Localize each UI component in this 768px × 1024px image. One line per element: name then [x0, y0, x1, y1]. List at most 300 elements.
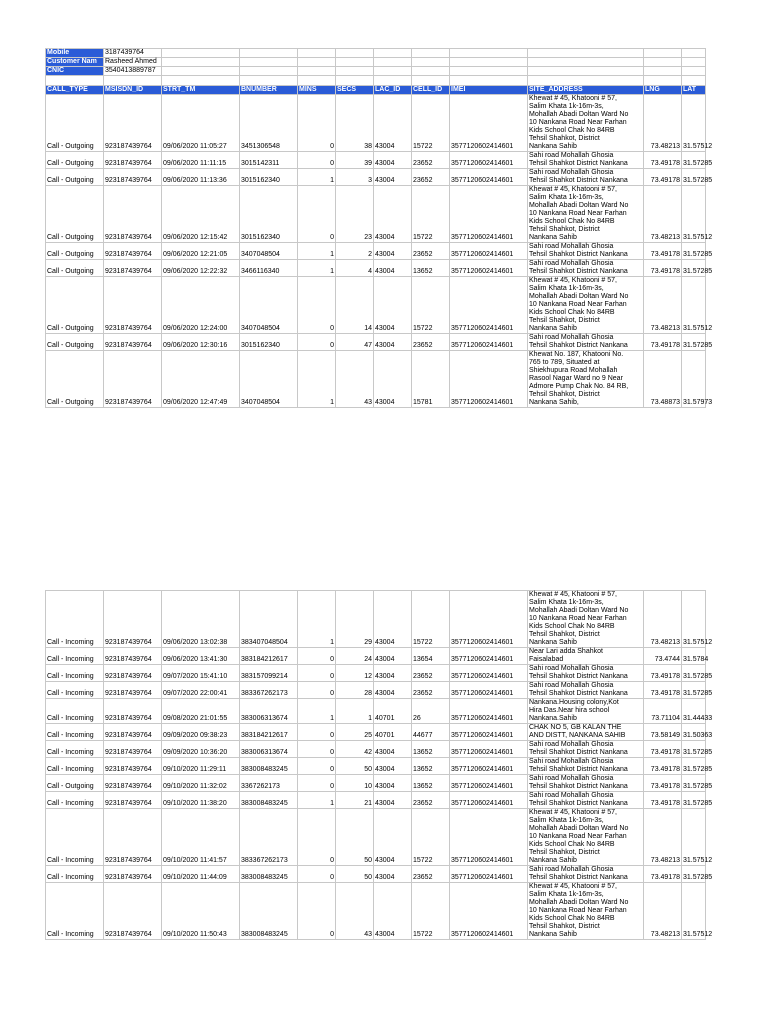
cell-latitude: 31.57285	[682, 334, 706, 351]
cell-mins: 1	[298, 699, 336, 724]
cell-longitude: 73.58149	[644, 724, 682, 741]
cell-lac-id: 43004	[374, 95, 412, 152]
cell-secs: 4	[336, 260, 374, 277]
cell-site-address: Near Lari adda Shahkot Faisalabad	[528, 648, 644, 665]
cell-start-time: 09/10/2020 11:41:57	[162, 809, 240, 866]
cell-msisdn-id: 923187439764	[104, 724, 162, 741]
cell-longitude: 73.49178	[644, 169, 682, 186]
cell-longitude: 73.49178	[644, 758, 682, 775]
cell-cell-id: 15722	[412, 809, 450, 866]
cell-b-number: 383184212617	[240, 724, 298, 741]
cell-secs: 23	[336, 186, 374, 243]
cell-latitude: 31.57285	[682, 260, 706, 277]
cell-start-time: 09/09/2020 10:36:20	[162, 741, 240, 758]
record-row	[46, 591, 706, 648]
cell-cell-id: 15722	[412, 186, 450, 243]
cell-secs: 42	[336, 741, 374, 758]
cell-call-type: Call - Outgoing	[46, 95, 104, 152]
cell-secs: 25	[336, 724, 374, 741]
cell-lac-id: 43004	[374, 186, 412, 243]
cell-imei: 3577120602414601	[450, 334, 528, 351]
cell-cell-id: 13652	[412, 758, 450, 775]
cell-msisdn-id: 923187439764	[104, 741, 162, 758]
cell-lac-id: 43004	[374, 682, 412, 699]
cell-site-address: Khewat # 45, Khatooni # 57, Salim Khata 1k-16m-3s, Mohallah Abadi Doltan Ward No 10 Nankana Road Near Farhan Kids School Chak No 84RB Tehsil Shahkot, District Nankana Sahib	[528, 186, 644, 243]
cell-site-address: CHAK NO 5, GB KALAN THE AND DISTT, NANKANA SAHIB	[528, 724, 644, 741]
cell-latitude: 31.57285	[682, 775, 706, 792]
cell-imei: 3577120602414601	[450, 792, 528, 809]
cell-msisdn-id: 923187439764	[104, 260, 162, 277]
cell-latitude: 31.5784	[682, 648, 706, 665]
col-header-lng: LNG	[644, 86, 682, 95]
cell-cell-id: 13652	[412, 260, 450, 277]
cell-site-address: Khewat # 45, Khatooni # 57, Salim Khata 1k-16m-3s, Mohallah Abadi Doltan Ward No 10 Nankana Road Near Farhan Kids School Chak No 84RB Tehsil Shahkot, District Nankana Sahib	[528, 809, 644, 866]
cell-b-number: 383008483245	[240, 866, 298, 883]
record-row	[46, 152, 706, 169]
cell-mins: 0	[298, 809, 336, 866]
cell-longitude: 73.48873	[644, 351, 682, 408]
cell-cell-id: 13654	[412, 648, 450, 665]
cell-imei: 3577120602414601	[450, 665, 528, 682]
cell-msisdn-id: 923187439764	[104, 682, 162, 699]
cell-call-type: Call - Outgoing	[46, 169, 104, 186]
cell-site-address: Sahi road Mohallah Ghosia Tehsil Shahkot District Nankana	[528, 665, 644, 682]
col-header-call-type: CALL_TYPE	[46, 86, 104, 95]
customer-name-label: Customer Nam	[46, 58, 104, 67]
cell-lac-id: 43004	[374, 152, 412, 169]
col-header-secs: SECS	[336, 86, 374, 95]
record-row	[46, 351, 706, 408]
cell-cell-id: 23652	[412, 169, 450, 186]
cell-msisdn-id: 923187439764	[104, 866, 162, 883]
cell-mins: 0	[298, 334, 336, 351]
cell-lac-id: 43004	[374, 775, 412, 792]
record-row	[46, 186, 706, 243]
cell-call-type: Call - Incoming	[46, 724, 104, 741]
cell-start-time: 09/06/2020 12:22:32	[162, 260, 240, 277]
record-row	[46, 260, 706, 277]
cell-longitude: 73.49178	[644, 260, 682, 277]
cell-b-number: 383367262173	[240, 809, 298, 866]
record-row	[46, 699, 706, 724]
call-records-table-page-2	[45, 590, 713, 940]
col-header-mins: MINS	[298, 86, 336, 95]
cell-cell-id: 15722	[412, 277, 450, 334]
cell-start-time: 09/10/2020 11:32:02	[162, 775, 240, 792]
cell-msisdn-id: 923187439764	[104, 883, 162, 940]
cell-longitude: 73.48213	[644, 883, 682, 940]
cell-start-time: 09/06/2020 12:24:00	[162, 277, 240, 334]
spacer-row	[46, 76, 706, 86]
cell-imei: 3577120602414601	[450, 724, 528, 741]
cell-msisdn-id: 923187439764	[104, 809, 162, 866]
record-row	[46, 665, 706, 682]
cell-start-time: 09/06/2020 12:47:49	[162, 351, 240, 408]
cell-cell-id: 23652	[412, 682, 450, 699]
cell-mins: 1	[298, 792, 336, 809]
col-header-imei: IMEI	[450, 86, 528, 95]
cell-secs: 12	[336, 665, 374, 682]
cell-msisdn-id: 923187439764	[104, 351, 162, 408]
cell-secs: 21	[336, 792, 374, 809]
cell-start-time: 09/06/2020 12:30:16	[162, 334, 240, 351]
cell-site-address: Khewat # 45, Khatooni # 57, Salim Khata 1k-16m-3s, Mohallah Abadi Doltan Ward No 10 Nankana Road Near Farhan Kids School Chak No 84RB Tehsil Shahkot, District Nankana Sahib	[528, 591, 644, 648]
cell-lac-id: 43004	[374, 277, 412, 334]
cell-call-type: Call - Incoming	[46, 809, 104, 866]
cell-msisdn-id: 923187439764	[104, 186, 162, 243]
cell-imei: 3577120602414601	[450, 260, 528, 277]
cell-b-number: 3367262173	[240, 775, 298, 792]
cell-secs: 39	[336, 152, 374, 169]
cell-b-number: 383367262173	[240, 682, 298, 699]
cell-site-address: Khewat # 45, Khatooni # 57, Salim Khata 1k-16m-3s, Mohallah Abadi Doltan Ward No 10 Nankana Road Near Farhan Kids School Chak No 84RB Tehsil Shahkot, District Nankana Sahib	[528, 883, 644, 940]
cell-lac-id: 43004	[374, 883, 412, 940]
cell-msisdn-id: 923187439764	[104, 277, 162, 334]
cell-mins: 0	[298, 866, 336, 883]
call-records-table-page-1	[45, 48, 713, 408]
cell-site-address: Sahi road Mohallah Ghosia Tehsil Shahkot District Nankana	[528, 169, 644, 186]
cell-cell-id: 23652	[412, 866, 450, 883]
cell-latitude: 31.57285	[682, 682, 706, 699]
cell-b-number: 383008483245	[240, 883, 298, 940]
mobile-value: 3187439764	[104, 49, 162, 58]
cell-secs: 29	[336, 591, 374, 648]
record-row	[46, 277, 706, 334]
col-header-msisdn-id: MSISDN_ID	[104, 86, 162, 95]
info-row-mobile	[46, 49, 706, 58]
cell-mins: 0	[298, 883, 336, 940]
cell-imei: 3577120602414601	[450, 883, 528, 940]
cell-latitude: 31.57285	[682, 243, 706, 260]
record-row	[46, 883, 706, 940]
cell-site-address: Sahi road Mohallah Ghosia Tehsil Shahkot District Nankana	[528, 682, 644, 699]
cell-imei: 3577120602414601	[450, 775, 528, 792]
cell-latitude: 31.57285	[682, 169, 706, 186]
cell-cell-id: 13652	[412, 775, 450, 792]
cell-start-time: 09/06/2020 11:13:36	[162, 169, 240, 186]
cnic-label: CNIC	[46, 67, 104, 76]
cell-imei: 3577120602414601	[450, 699, 528, 724]
cell-site-address: Sahi road Mohallah Ghosia Tehsil Shahkot District Nankana	[528, 152, 644, 169]
col-header-site-address: SITE_ADDRESS	[528, 86, 644, 95]
cell-latitude: 31.57512	[682, 186, 706, 243]
cell-b-number: 3015162340	[240, 186, 298, 243]
cell-start-time: 09/10/2020 11:50:43	[162, 883, 240, 940]
mobile-label: Mobile	[46, 49, 104, 58]
cell-imei: 3577120602414601	[450, 243, 528, 260]
cell-lac-id: 43004	[374, 741, 412, 758]
record-row	[46, 775, 706, 792]
cell-lac-id: 43004	[374, 169, 412, 186]
cell-start-time: 09/07/2020 22:00:41	[162, 682, 240, 699]
cell-cell-id: 23652	[412, 665, 450, 682]
cell-imei: 3577120602414601	[450, 741, 528, 758]
cell-cell-id: 26	[412, 699, 450, 724]
cell-imei: 3577120602414601	[450, 169, 528, 186]
cell-b-number: 3407048504	[240, 243, 298, 260]
cell-latitude: 31.57512	[682, 809, 706, 866]
cell-msisdn-id: 923187439764	[104, 699, 162, 724]
cell-imei: 3577120602414601	[450, 866, 528, 883]
record-row	[46, 95, 706, 152]
cell-cell-id: 44677	[412, 724, 450, 741]
cell-site-address: Sahi road Mohallah Ghosia Tehsil Shahkot District Nankana	[528, 792, 644, 809]
cell-start-time: 09/06/2020 11:11:15	[162, 152, 240, 169]
record-row	[46, 809, 706, 866]
cell-call-type: Call - Incoming	[46, 758, 104, 775]
cell-lac-id: 43004	[374, 792, 412, 809]
cell-latitude: 31.57973	[682, 351, 706, 408]
cell-latitude: 31.57512	[682, 95, 706, 152]
cell-msisdn-id: 923187439764	[104, 665, 162, 682]
cell-mins: 1	[298, 169, 336, 186]
cell-start-time: 09/06/2020 13:02:38	[162, 591, 240, 648]
cell-call-type: Call - Outgoing	[46, 243, 104, 260]
cell-site-address: Khewat # 45, Khatooni # 57, Salim Khata 1k-16m-3s, Mohallah Abadi Doltan Ward No 10 Nankana Road Near Farhan Kids School Chak No 84RB Tehsil Shahkot, District Nankana Sahib	[528, 95, 644, 152]
cell-secs: 50	[336, 758, 374, 775]
cell-mins: 0	[298, 682, 336, 699]
cell-msisdn-id: 923187439764	[104, 95, 162, 152]
cell-lac-id: 43004	[374, 591, 412, 648]
cell-call-type: Call - Incoming	[46, 699, 104, 724]
cell-mins: 0	[298, 775, 336, 792]
cell-mins: 0	[298, 95, 336, 152]
cell-lac-id: 43004	[374, 758, 412, 775]
col-header-bnumber: BNUMBER	[240, 86, 298, 95]
cell-longitude: 73.48213	[644, 186, 682, 243]
cell-longitude: 73.48213	[644, 809, 682, 866]
cell-mins: 0	[298, 741, 336, 758]
record-row	[46, 741, 706, 758]
cell-msisdn-id: 923187439764	[104, 792, 162, 809]
cell-call-type: Call - Outgoing	[46, 351, 104, 408]
cell-secs: 10	[336, 775, 374, 792]
info-row-cnic	[46, 67, 706, 76]
cell-latitude: 31.57512	[682, 591, 706, 648]
info-row-customer	[46, 58, 706, 67]
cell-msisdn-id: 923187439764	[104, 169, 162, 186]
cell-call-type: Call - Outgoing	[46, 260, 104, 277]
cell-mins: 1	[298, 591, 336, 648]
cell-call-type: Call - Incoming	[46, 665, 104, 682]
cell-lac-id: 43004	[374, 648, 412, 665]
cell-imei: 3577120602414601	[450, 186, 528, 243]
cell-call-type: Call - Incoming	[46, 866, 104, 883]
cell-latitude: 31.57285	[682, 665, 706, 682]
cell-b-number: 383407048504	[240, 591, 298, 648]
cell-secs: 38	[336, 95, 374, 152]
cell-longitude: 73.49178	[644, 866, 682, 883]
cell-cell-id: 23652	[412, 243, 450, 260]
cell-latitude: 31.57285	[682, 866, 706, 883]
cell-mins: 0	[298, 724, 336, 741]
cell-imei: 3577120602414601	[450, 152, 528, 169]
cell-b-number: 383184212617	[240, 648, 298, 665]
cell-site-address: Khewat No. 187, Khatooni No. 765 to 789, Situated at Shiekhupura Road Mohallah Rasool Nagar Ward no 9 Near Admore Pump Chak No. 84 RB, Tehsil Shahkot, District Nankana Sahib,	[528, 351, 644, 408]
cell-secs: 47	[336, 334, 374, 351]
cell-mins: 0	[298, 648, 336, 665]
cell-lac-id: 43004	[374, 243, 412, 260]
cell-mins: 1	[298, 351, 336, 408]
cell-longitude: 73.48213	[644, 591, 682, 648]
cell-b-number: 3466116340	[240, 260, 298, 277]
cell-lac-id: 40701	[374, 724, 412, 741]
cell-call-type: Call - Outgoing	[46, 152, 104, 169]
cell-cell-id: 15781	[412, 351, 450, 408]
cell-longitude: 73.49178	[644, 792, 682, 809]
cell-start-time: 09/10/2020 11:29:11	[162, 758, 240, 775]
record-row	[46, 648, 706, 665]
col-header-lac-id: LAC_ID	[374, 86, 412, 95]
cell-latitude: 31.57512	[682, 883, 706, 940]
cell-start-time: 09/07/2020 15:41:10	[162, 665, 240, 682]
cell-secs: 2	[336, 243, 374, 260]
cell-call-type: Call - Incoming	[46, 741, 104, 758]
cell-latitude: 31.57285	[682, 741, 706, 758]
cell-lac-id: 43004	[374, 351, 412, 408]
cell-b-number: 3015162340	[240, 169, 298, 186]
cell-imei: 3577120602414601	[450, 758, 528, 775]
cell-mins: 1	[298, 243, 336, 260]
cell-call-type: Call - Incoming	[46, 648, 104, 665]
record-row	[46, 334, 706, 351]
record-row	[46, 243, 706, 260]
cell-msisdn-id: 923187439764	[104, 591, 162, 648]
cell-call-type: Call - Outgoing	[46, 334, 104, 351]
cell-mins: 0	[298, 186, 336, 243]
cell-longitude: 73.4744	[644, 648, 682, 665]
cell-lac-id: 43004	[374, 809, 412, 866]
customer-name-value: Rasheed Ahmed	[104, 58, 162, 67]
record-row	[46, 682, 706, 699]
cell-cell-id: 23652	[412, 792, 450, 809]
cell-lac-id: 43004	[374, 334, 412, 351]
cell-imei: 3577120602414601	[450, 809, 528, 866]
cell-start-time: 09/10/2020 11:38:20	[162, 792, 240, 809]
cell-mins: 0	[298, 665, 336, 682]
cell-start-time: 09/06/2020 12:15:42	[162, 186, 240, 243]
cell-start-time: 09/10/2020 11:44:09	[162, 866, 240, 883]
cell-lac-id: 43004	[374, 866, 412, 883]
cell-msisdn-id: 923187439764	[104, 758, 162, 775]
cell-longitude: 73.49178	[644, 741, 682, 758]
cell-secs: 43	[336, 351, 374, 408]
cell-b-number: 3015142311	[240, 152, 298, 169]
cell-site-address: Sahi road Mohallah Ghosia Tehsil Shahkot District Nankana	[528, 866, 644, 883]
cell-msisdn-id: 923187439764	[104, 152, 162, 169]
cell-latitude: 31.57285	[682, 792, 706, 809]
cell-imei: 3577120602414601	[450, 351, 528, 408]
cnic-value: 3540413889787	[104, 67, 162, 76]
cell-longitude: 73.49178	[644, 682, 682, 699]
cell-mins: 0	[298, 277, 336, 334]
cell-call-type: Call - Incoming	[46, 883, 104, 940]
cell-call-type: Call - Incoming	[46, 682, 104, 699]
cell-start-time: 09/08/2020 21:01:55	[162, 699, 240, 724]
cell-site-address: Nankana.Housing colony,Kot Hira Das.Near hira school Nankana.Sahib	[528, 699, 644, 724]
record-row	[46, 758, 706, 775]
cell-mins: 0	[298, 758, 336, 775]
cell-call-type: Call - Incoming	[46, 591, 104, 648]
cell-mins: 0	[298, 152, 336, 169]
cell-longitude: 73.49178	[644, 152, 682, 169]
record-row	[46, 724, 706, 741]
cell-longitude: 73.49178	[644, 243, 682, 260]
cell-longitude: 73.49178	[644, 665, 682, 682]
cell-b-number: 3015162340	[240, 334, 298, 351]
cell-site-address: Sahi road Mohallah Ghosia Tehsil Shahkot District Nankana	[528, 775, 644, 792]
cell-b-number: 383157099214	[240, 665, 298, 682]
cell-lac-id: 43004	[374, 665, 412, 682]
cell-longitude: 73.48213	[644, 95, 682, 152]
record-row	[46, 792, 706, 809]
cell-start-time: 09/06/2020 12:21:05	[162, 243, 240, 260]
cell-b-number: 3407048504	[240, 277, 298, 334]
cell-secs: 50	[336, 866, 374, 883]
cell-latitude: 31.44433	[682, 699, 706, 724]
cell-msisdn-id: 923187439764	[104, 648, 162, 665]
cell-cell-id: 15722	[412, 95, 450, 152]
cell-start-time: 09/06/2020 11:05:27	[162, 95, 240, 152]
col-header-lat: LAT	[682, 86, 706, 95]
cell-b-number: 3451306548	[240, 95, 298, 152]
cell-imei: 3577120602414601	[450, 648, 528, 665]
cell-b-number: 383008483245	[240, 792, 298, 809]
cell-b-number: 3407048504	[240, 351, 298, 408]
cell-secs: 43	[336, 883, 374, 940]
cell-site-address: Sahi road Mohallah Ghosia Tehsil Shahkot District Nankana	[528, 741, 644, 758]
cell-call-type: Call - Outgoing	[46, 775, 104, 792]
cell-secs: 50	[336, 809, 374, 866]
cell-lac-id: 40701	[374, 699, 412, 724]
cell-cell-id: 13652	[412, 741, 450, 758]
cell-imei: 3577120602414601	[450, 277, 528, 334]
cell-msisdn-id: 923187439764	[104, 775, 162, 792]
cell-longitude: 73.49178	[644, 775, 682, 792]
record-row	[46, 169, 706, 186]
cell-longitude: 73.71104	[644, 699, 682, 724]
col-header-cell-id: CELL_ID	[412, 86, 450, 95]
cell-secs: 1	[336, 699, 374, 724]
cell-cell-id: 23652	[412, 334, 450, 351]
cell-latitude: 31.57285	[682, 152, 706, 169]
cell-mins: 1	[298, 260, 336, 277]
cell-b-number: 383006313674	[240, 699, 298, 724]
cell-site-address: Khewat # 45, Khatooni # 57, Salim Khata 1k-16m-3s, Mohallah Abadi Doltan Ward No 10 Nankana Road Near Farhan Kids School Chak No 84RB Tehsil Shahkot, District Nankana Sahib	[528, 277, 644, 334]
cell-latitude: 31.57512	[682, 277, 706, 334]
cell-cell-id: 15722	[412, 883, 450, 940]
cell-site-address: Sahi road Mohallah Ghosia Tehsil Shahkot District Nankana	[528, 243, 644, 260]
cell-site-address: Sahi road Mohallah Ghosia Tehsil Shahkot District Nankana	[528, 758, 644, 775]
cell-longitude: 73.48213	[644, 277, 682, 334]
cell-imei: 3577120602414601	[450, 95, 528, 152]
cell-b-number: 383006313674	[240, 741, 298, 758]
cell-secs: 3	[336, 169, 374, 186]
col-header-strt-tm: STRT_TM	[162, 86, 240, 95]
cell-latitude: 31.50363	[682, 724, 706, 741]
cell-cell-id: 15722	[412, 591, 450, 648]
cell-lac-id: 43004	[374, 260, 412, 277]
cell-secs: 14	[336, 277, 374, 334]
cell-msisdn-id: 923187439764	[104, 334, 162, 351]
column-header-row	[46, 86, 706, 95]
cell-start-time: 09/06/2020 13:41:30	[162, 648, 240, 665]
cell-longitude: 73.49178	[644, 334, 682, 351]
cell-secs: 24	[336, 648, 374, 665]
cell-site-address: Sahi road Mohallah Ghosia Tehsil Shahkot District Nankana	[528, 334, 644, 351]
cell-b-number: 383008483245	[240, 758, 298, 775]
cell-call-type: Call - Outgoing	[46, 277, 104, 334]
